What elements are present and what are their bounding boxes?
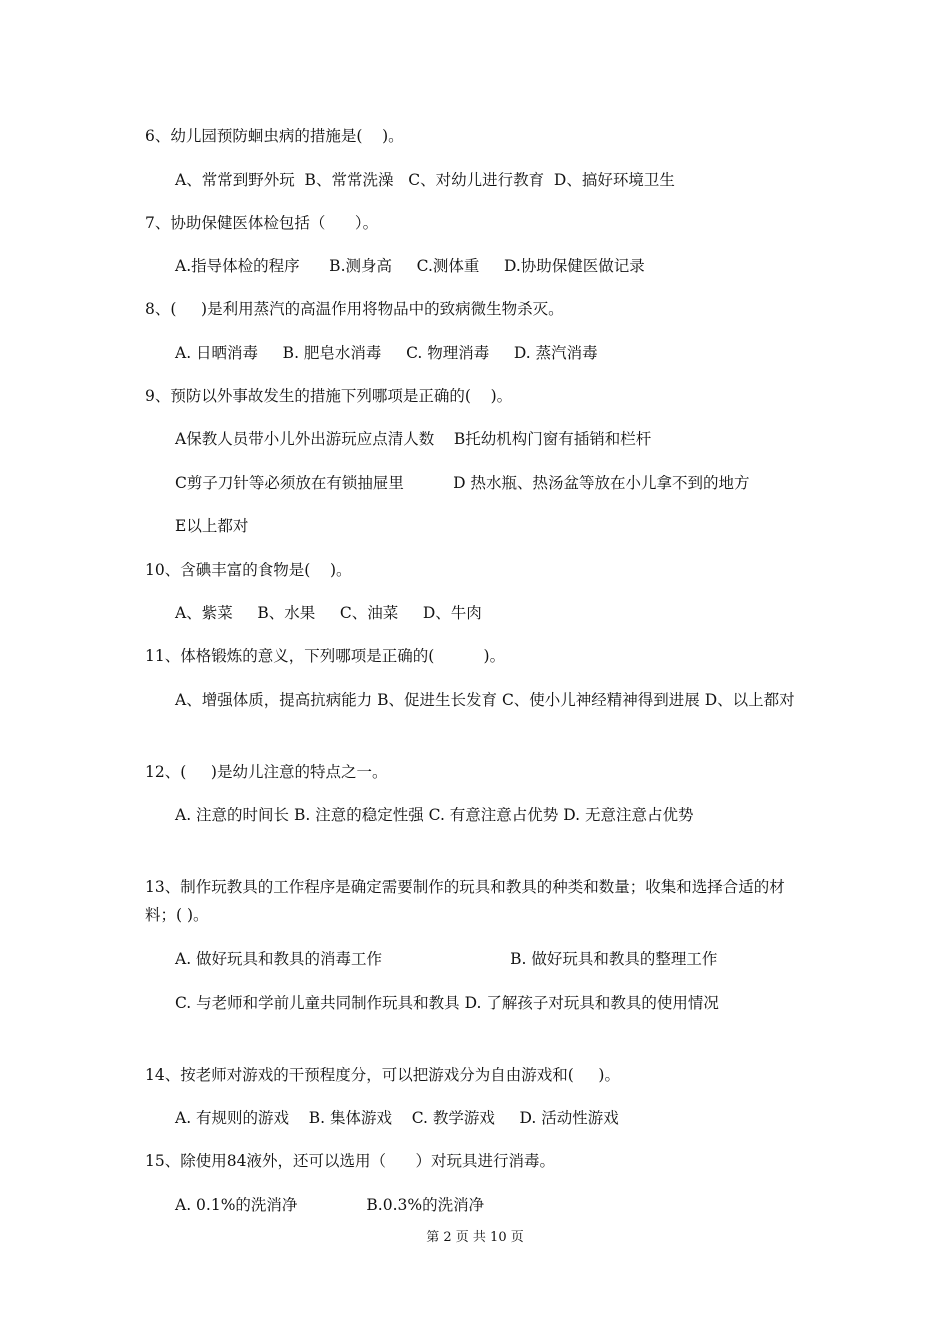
- question-13-option-a-b: A. 做好玩具和教具的消毒工作 B. 做好玩具和教具的整理工作: [175, 950, 718, 968]
- question-10-options: A、紫菜 B、水果 C、油菜 D、牛肉: [175, 604, 482, 622]
- question-8-stem: 8、( )是利用蒸汽的高温作用将物品中的致病微生物杀灭。: [145, 300, 564, 318]
- question-7-stem: 7、协助保健医体检包括（ ）。: [145, 214, 379, 232]
- question-12-options: A. 注意的时间长 B. 注意的稳定性强 C. 有意注意占优势 D. 无意注意占优势: [175, 806, 694, 824]
- question-9-option-e: E以上都对: [175, 517, 249, 535]
- question-13-stem: 13、制作玩教具的工作程序是确定需要制作的玩具和教具的种类和数量；收集和选择合适的材料；( )。: [145, 878, 785, 924]
- question-15-options: A. 0.1%的洗消净 B.0.3%的洗消净: [175, 1196, 485, 1214]
- question-9-stem: 9、预防以外事故发生的措施下列哪项是正确的( )。: [145, 387, 513, 405]
- question-14-stem: 14、按老师对游戏的干预程度分，可以把游戏分为自由游戏和( )。: [145, 1066, 620, 1084]
- question-11-options: A、增强体质，提高抗病能力 B、促进生长发育 C、使小儿神经精神得到进展 D、以上都对: [175, 691, 795, 709]
- question-12-stem: 12、( )是幼儿注意的特点之一。: [145, 763, 388, 781]
- question-8-options: A. 日晒消毒 B. 肥皂水消毒 C. 物理消毒 D. 蒸汽消毒: [175, 344, 598, 362]
- question-9-option-a-b: A保教人员带小儿外出游玩应点清人数 B托幼机构门窗有插销和栏杆: [175, 430, 652, 448]
- question-10-stem: 10、含碘丰富的食物是( )。: [145, 561, 352, 579]
- question-9-option-c-d: C剪子刀针等必须放在有锁抽屉里 D 热水瓶、热汤盆等放在小儿拿不到的地方: [175, 474, 750, 492]
- question-6-stem: 6、幼儿园预防蛔虫病的措施是( )。: [145, 127, 404, 145]
- question-14-options: A. 有规则的游戏 B. 集体游戏 C. 教学游戏 D. 活动性游戏: [175, 1109, 619, 1127]
- page-footer: 第 2 页 共 10 页: [426, 1230, 524, 1245]
- question-13-option-c-d: C. 与老师和学前儿童共同制作玩具和教具 D. 了解孩子对玩具和教具的使用情况: [175, 994, 719, 1012]
- question-15-stem: 15、除使用84液外，还可以选用（ ）对玩具进行消毒。: [145, 1152, 556, 1170]
- question-6-options: A、常常到野外玩 B、常常洗澡 C、对幼儿进行教育 D、搞好环境卫生: [175, 171, 675, 189]
- question-11-stem: 11、体格锻炼的意义，下列哪项是正确的( )。: [145, 647, 506, 665]
- question-7-options: A.指导体检的程序 B.测身高 C.测体重 D.协助保健医做记录: [175, 257, 645, 275]
